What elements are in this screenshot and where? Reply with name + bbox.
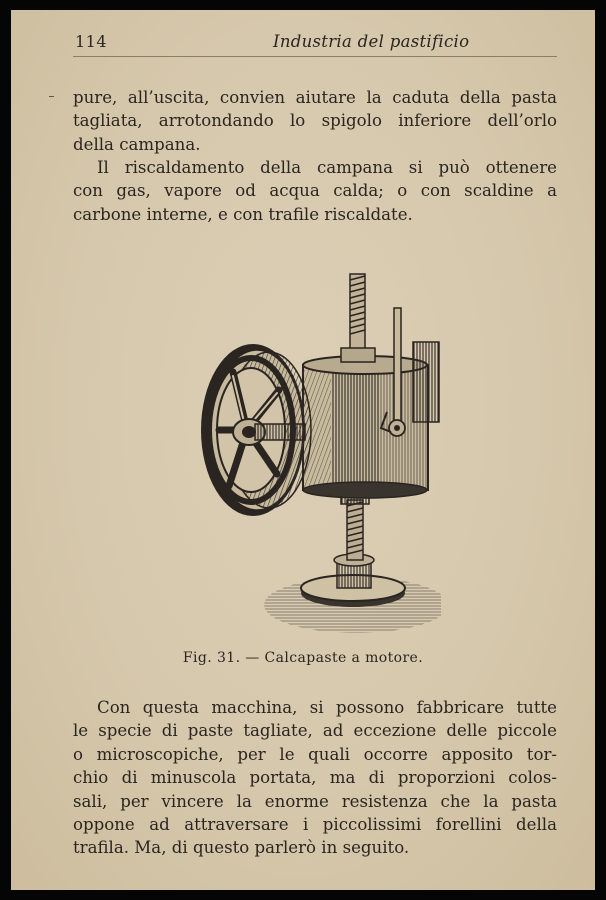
text-line: sali, per vincere la enorme resistenza che la pasta xyxy=(73,791,557,811)
paragraph-3 xyxy=(73,696,557,860)
text-line: pure, all’uscita, convien aiutare la caduta della pasta xyxy=(73,88,557,107)
text-line: con gas, vapore od acqua calda; o con scaldine a xyxy=(73,181,557,201)
running-title: Industria del pastificio xyxy=(273,32,470,51)
book-page xyxy=(11,10,595,890)
page-number: 114 xyxy=(75,32,108,51)
text-line: oppone ad attraversare i piccolissimi forellini della xyxy=(73,814,557,834)
page-header xyxy=(73,32,557,57)
text-line: o microscopiche, per le quali occorre apposito tor- xyxy=(73,744,557,764)
text-line: Il riscaldamento della campana si può ottenere xyxy=(97,158,557,177)
margin-mark xyxy=(49,96,54,97)
text-line: le specie di paste tagliate, ad eccezione delle piccole xyxy=(73,721,557,741)
text-line: chio di minuscola portata, ma di proporzioni colos- xyxy=(73,768,557,788)
paragraph-2 xyxy=(73,156,557,226)
text-line: tagliata, arrotondando lo spigolo inferiore dell’orlo xyxy=(73,111,557,131)
machine-illustration xyxy=(191,260,441,645)
paragraph-1 xyxy=(73,86,557,156)
text-line: Con questa macchina, si possono fabbricare tutte xyxy=(97,698,557,717)
text-line: trafila. Ma, di questo parlerò in seguito. xyxy=(73,838,410,858)
figure-caption: Fig. 31. — Calcapaste a motore. xyxy=(182,650,424,666)
text-line: della campana. xyxy=(73,134,201,154)
text-line: carbone interne, e con trafile riscaldate. xyxy=(73,204,413,224)
